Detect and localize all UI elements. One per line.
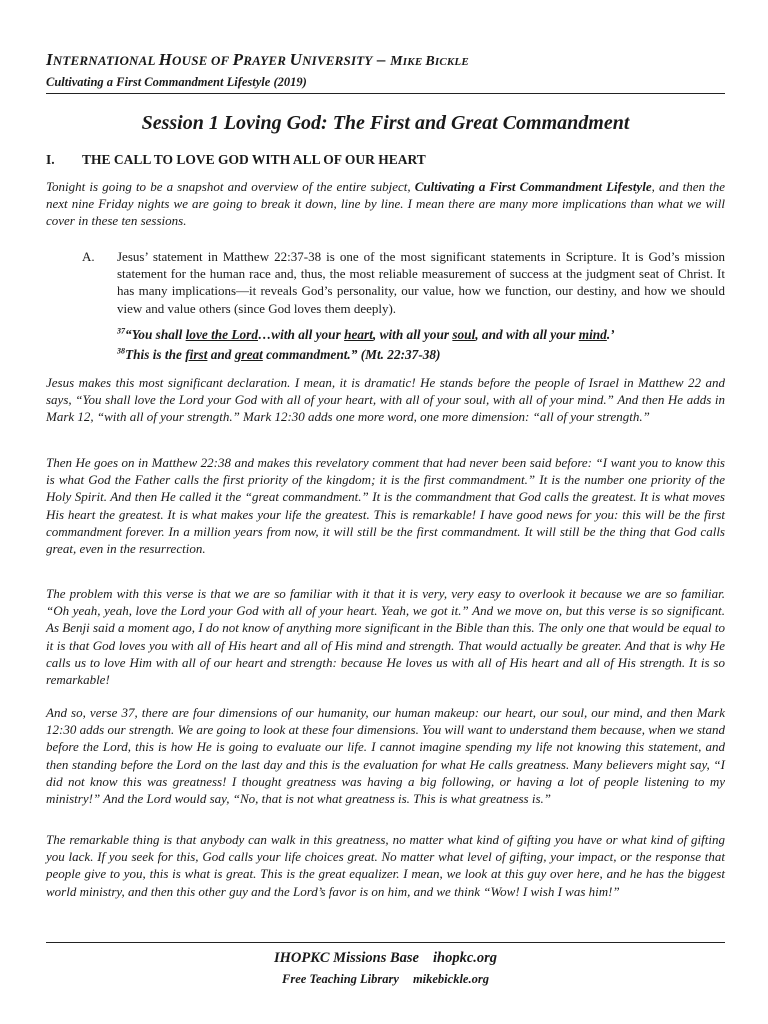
verse-underlined: great bbox=[234, 347, 263, 362]
paragraph-5: The remarkable thing is that anybody can walk in this greatness, no matter what kind of gifting you have or what kind of gifting you lack. If you seek for this, God calls your life choices great. No matter what level of gifting, your impact, or the response that people give to you, this is what is great. This is the great equalizer. I mean, we look at this guy over here, and he has the biggest world ministry, and then this other guy and the Lord’s favor is on him, and we think “Wow! I wish I was him!” bbox=[46, 832, 725, 899]
verse-text: …with all your bbox=[258, 327, 345, 342]
section-heading bbox=[46, 152, 426, 168]
section-number: I. bbox=[46, 152, 55, 167]
header-dash: – bbox=[372, 50, 391, 69]
footer-org: IHOPKC Missions Base bbox=[273, 950, 419, 966]
verse-number: 37 bbox=[117, 326, 125, 336]
intro-paragraph bbox=[46, 178, 725, 230]
verse-underlined: love the Lord bbox=[185, 327, 258, 342]
verse-text: “You shall bbox=[125, 327, 186, 342]
point-a-letter: A. bbox=[82, 249, 95, 264]
header-text: OUSE OF bbox=[172, 53, 233, 68]
verse-text: , and with all your bbox=[475, 327, 579, 342]
author-text: ICKLE bbox=[434, 56, 469, 68]
header-divider bbox=[46, 93, 725, 94]
intro-bold-title: Cultivating a First Commandment Lifestyle bbox=[414, 179, 652, 194]
verse-underlined: heart bbox=[344, 327, 373, 342]
header-text: NTERNATIONAL bbox=[52, 53, 159, 68]
author-text: IKE bbox=[402, 56, 426, 68]
header-initial: I bbox=[46, 50, 53, 69]
header-initial: H bbox=[158, 50, 173, 69]
header-text: RAYER bbox=[243, 53, 290, 68]
footer-org-line bbox=[46, 950, 725, 967]
header-author bbox=[390, 50, 469, 69]
verse-underlined: first bbox=[185, 347, 208, 362]
footer-library-line bbox=[46, 972, 725, 987]
footer-org-link[interactable]: ihopkc.org bbox=[433, 950, 498, 966]
verse-text: .’ bbox=[606, 327, 615, 342]
verse-text: commandment.” (Mt. 22:37-38) bbox=[262, 347, 441, 362]
intro-text: , and then the next nine Friday nights we are going to break it down, line by line. I mean there are many more implications than what we will cover in these ten sessions. bbox=[46, 179, 726, 229]
scripture-verse-37 bbox=[117, 325, 737, 344]
session-title: Session 1 Loving God: The First and Great Commandment bbox=[141, 112, 630, 134]
header-initial: P bbox=[232, 50, 244, 69]
footer-library-link[interactable]: mikebickle.org bbox=[412, 972, 489, 986]
paragraph-4: And so, verse 37, there are four dimensions of our humanity, our human makeup: our heart, our soul, our mind, and then Mark 12:30 adds our strength. We are going to look at these four dimensions. You will want to understand them because, when we stand before the Lord, this is how He is going to evaluate our life. I cannot imagine spending my life not knowing this statement, and then standing before the Lord on the last day and this is the evaluation for what He calls greatness. Many believers might say, “I did not know this was greatness! I thought greatness was having a big following, or having a lot of people listening to my ministry!” And the Lord would say, “No, that is not what greatness is. This is what greatness is.” bbox=[46, 705, 725, 807]
point-a-text: Jesus’ statement in Matthew 22:37-38 is one of the most significant statements in Scripture. It is God’s mission statement for the human race and, thus, the most reliable measurement of success at the judgment seat of Christ. It has many implications—it reveals God’s personality, our value, how we function, our destiny, and how we should view and value others (since God loves them deeply). bbox=[117, 249, 725, 316]
point-a bbox=[82, 248, 725, 317]
section-heading-text: THE CALL TO LOVE GOD WITH ALL OF OUR HEART bbox=[82, 152, 426, 167]
paragraph-1: Jesus makes this most significant declaration. I mean, it is dramatic! He stands before the people of Israel in Matthew 22 and says, “You shall love the Lord your God with all of your heart, with all of your soul, with all of your mind.” And then He adds in Mark 12, “with all of your strength.” Mark 12:30 adds one more word, one more dimension: “all of your strength.” bbox=[46, 375, 725, 425]
document-header-title bbox=[46, 50, 725, 70]
verse-number: 38 bbox=[117, 346, 125, 356]
footer-library: Free Teaching Library bbox=[282, 972, 399, 986]
author-initial: B bbox=[425, 54, 435, 69]
footer-divider bbox=[46, 942, 725, 943]
verse-underlined: mind bbox=[578, 327, 607, 342]
verse-text: This is the bbox=[125, 347, 186, 362]
verse-text: , with all your bbox=[372, 327, 453, 342]
paragraph-3: The problem with this verse is that we are so familiar with it that it is very, very easy to overlook it because we are so familiar. “Oh yeah, yeah, love the Lord your God with all of your heart. Yeah, we got it.” And we move on, but this verse is so significant. As Benji said a moment ago, I do not know of anything more significant in the Bible than this. The only one that would be equal to it is that God loves you with all of His heart and all of His mind and strength. That would actually be greater. And that is why He calls us to love Him with all of our heart and strength: because He loves us with all of His heart and all of His strength. It is so remarkable! bbox=[46, 586, 725, 688]
author-initial: M bbox=[390, 54, 403, 69]
verse-text: and bbox=[207, 347, 235, 362]
verse-underlined: soul bbox=[452, 327, 476, 342]
paragraph-2: Then He goes on in Matthew 22:38 and makes this revelatory comment that had never been said before: “I want you to know this is what God the Father calls the first priority of the kingdom; it is the first commandment.” It is the number one priority of the Holy Spirit. And then He called it the “great commandment.” It is the commandment that God calls the greatest. It is what moves His heart the greatest. It is what makes your life the greatest. This is remarkable! I have good news for you: this will be the first commandment forever. In a million years from now, it will still be the first commandment. It will still be the thing that God calls great, even in the resurrection. bbox=[46, 455, 725, 557]
intro-text: Tonight is going to be a snapshot and overview of the entire subject, bbox=[46, 179, 415, 194]
document-subtitle: Cultivating a First Commandment Lifestyle (2019) bbox=[46, 75, 307, 89]
header-text: NIVERSITY bbox=[302, 53, 373, 68]
scripture-verse-38 bbox=[117, 345, 737, 364]
header-initial: U bbox=[289, 50, 303, 69]
